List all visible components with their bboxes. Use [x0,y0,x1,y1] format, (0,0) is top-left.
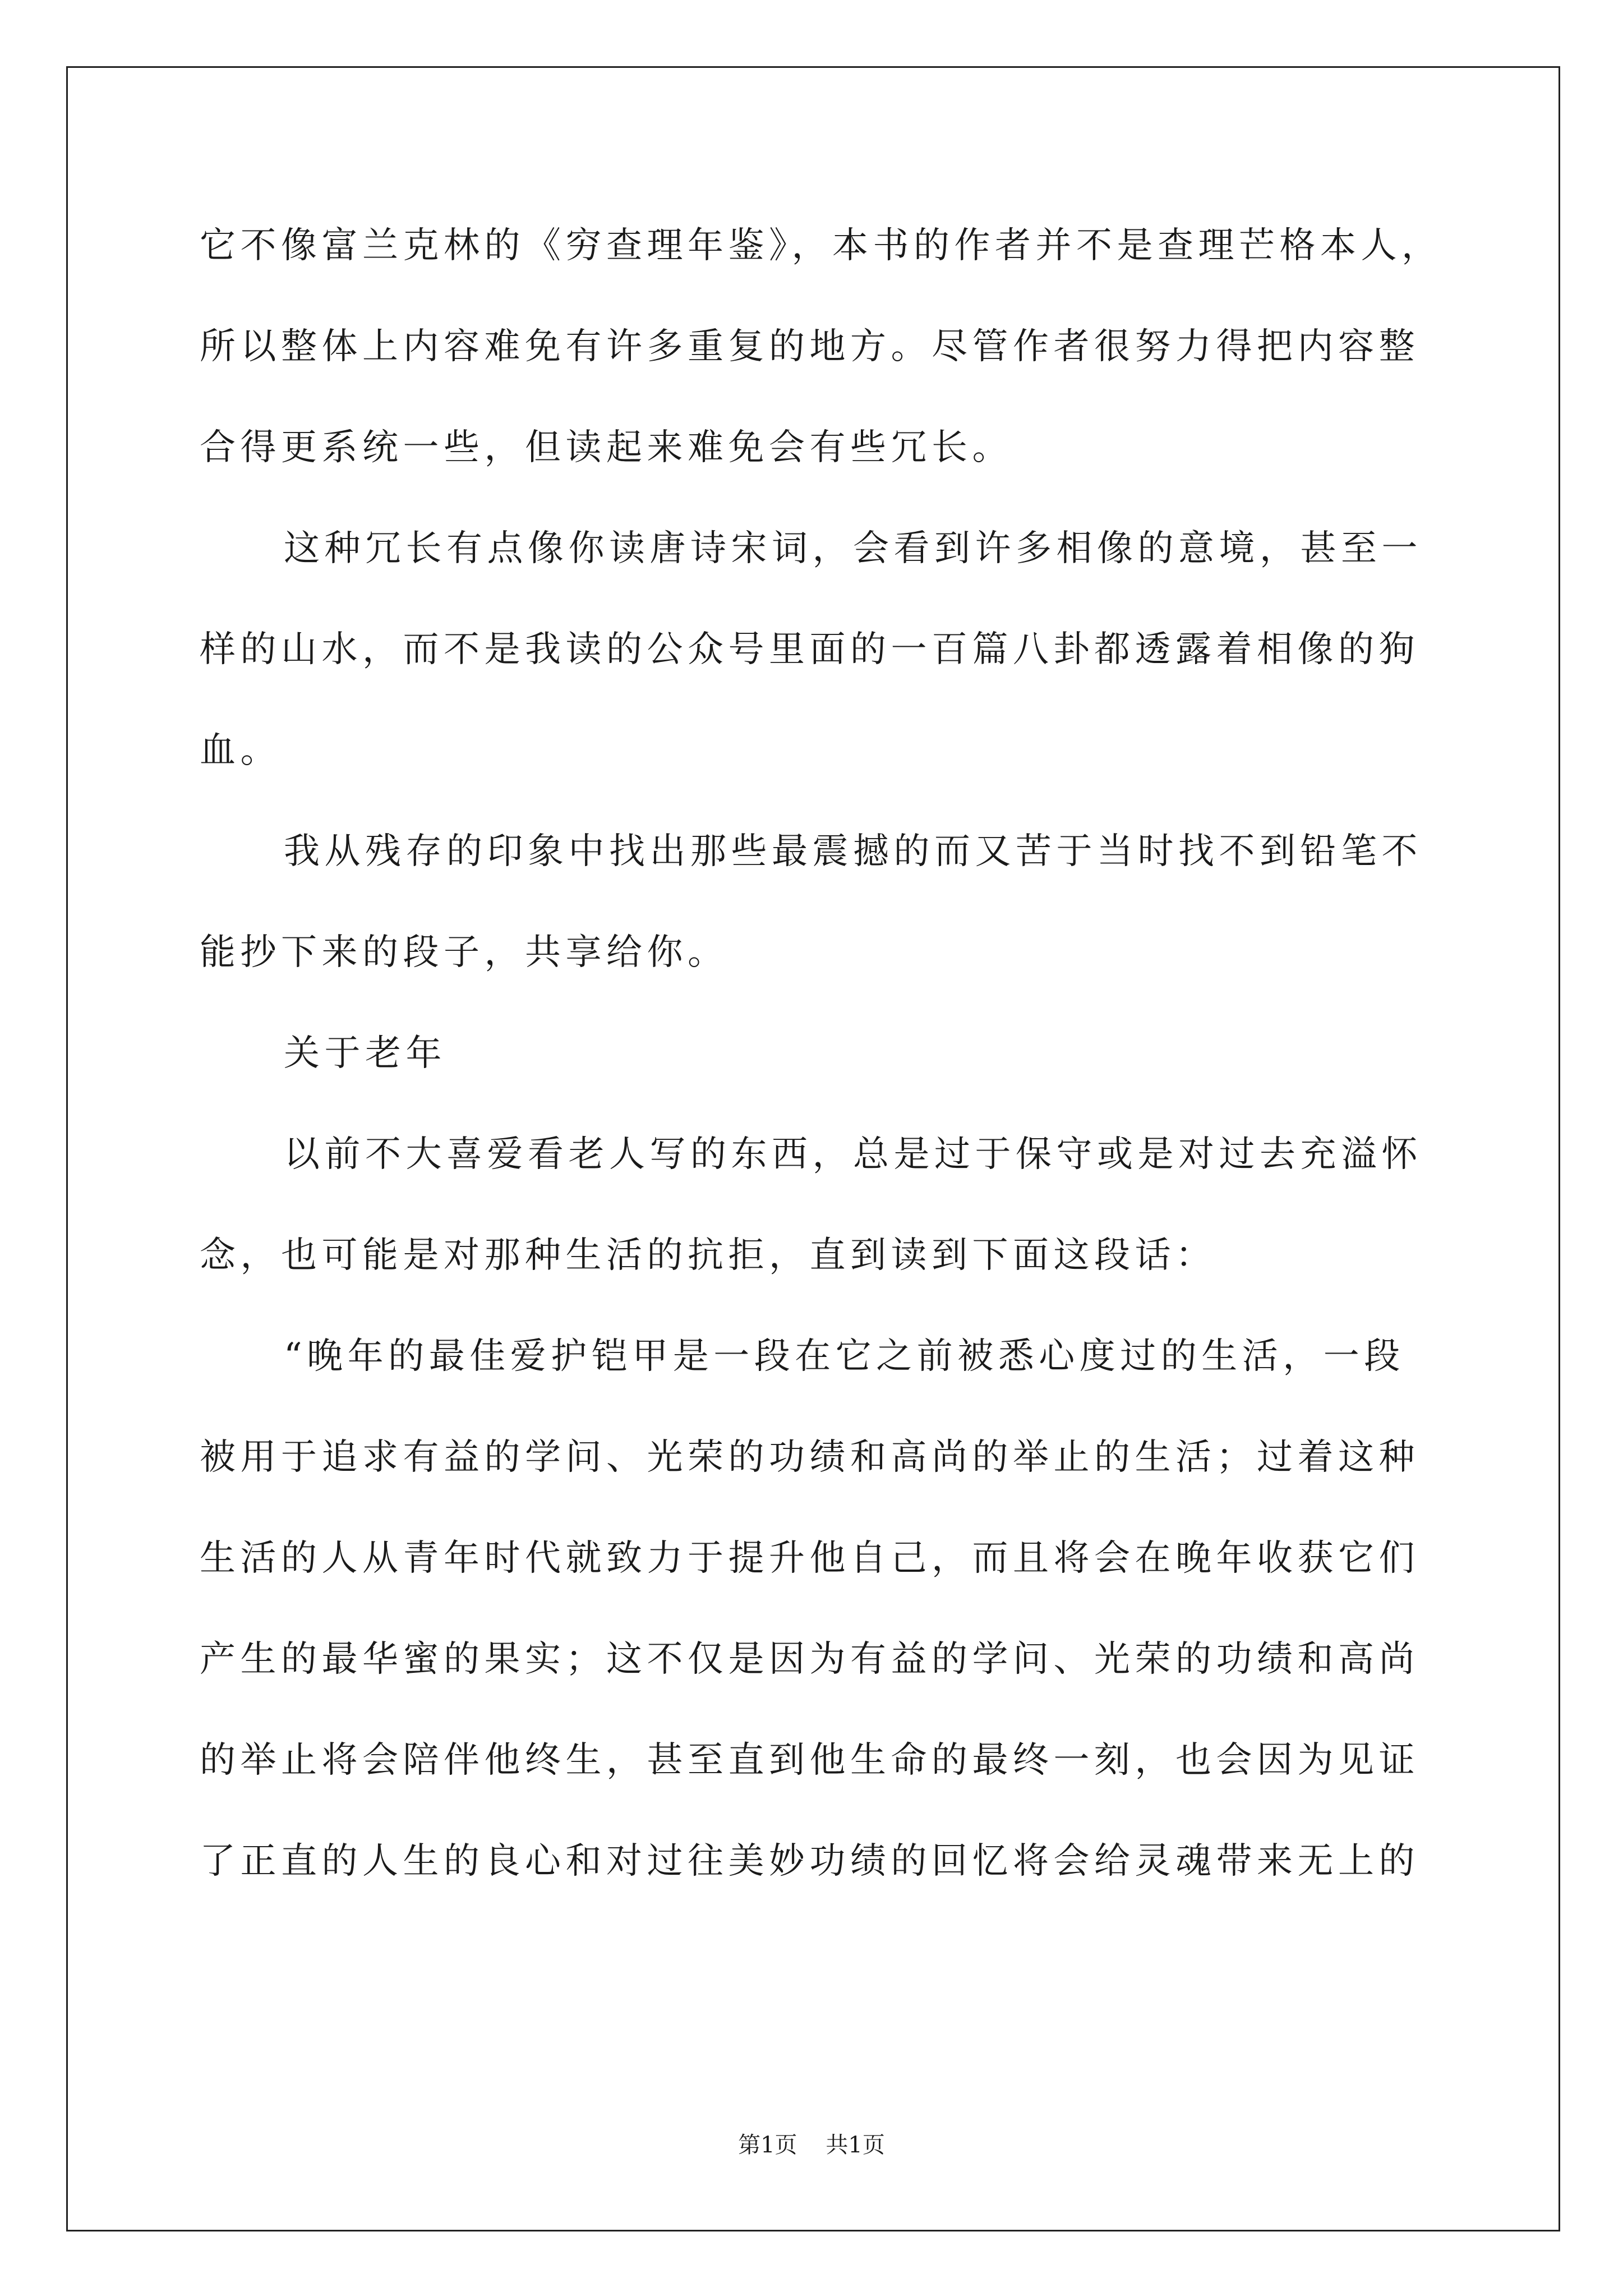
text-line: 念，也可能是对那种生活的抗拒，直到读到下面这段话： [200,1235,1216,1276]
text-line: 它不像富兰克林的《穷查理年鉴》，本书的作者并不是查理芒格本人， [200,225,1442,266]
text-line: 所以整体上内容难免有许多重复的地方。尽管作者很努力得把内容整 [200,326,1419,367]
text-line: 样的山水，而不是我读的公众号里面的一百篇八卦都透露着相像的狗 [200,629,1419,670]
text-line: 以前不大喜爱看老人写的东西，总是过于保守或是对过去充溢怀 [284,1134,1422,1175]
quote-line: 产生的最华蜜的果实；这不仅是因为有益的学问、光荣的功绩和高尚 [200,1639,1419,1680]
text-line: 这种冗长有点像你读唐诗宋词，会看到许多相像的意境，甚至一 [284,528,1422,569]
quote-line: 被用于追求有益的学问、光荣的功绩和高尚的举止的生活；过着这种 [200,1437,1419,1478]
quote-line: “晚年的最佳爱护铠甲是一段在它之前被悉心度过的生活，一段 [284,1336,1405,1377]
text-line: 合得更系统一些，但读起来难免会有些冗长。 [200,427,1013,468]
text-line: 我从残存的印象中找出那些最震撼的而又苦于当时找不到铅笔不 [284,831,1422,872]
text-line: 能抄下来的段子，共享给你。 [200,932,728,973]
page-total: 共1页 [826,2132,885,2158]
quote-line: 生活的人从青年时代就致力于提升他自己，而且将会在晚年收获它们 [200,1538,1419,1579]
text-line: 血。 [200,730,281,771]
section-heading: 关于老年 [284,1033,446,1074]
page-footer [0,2129,1623,2161]
page-number: 第1页 [738,2132,797,2158]
quote-line: 了正直的人生的良心和对过往美妙功绩的回忆将会给灵魂带来无上的 [200,1841,1419,1882]
quote-line: 的举止将会陪伴他终生，甚至直到他生命的最终一刻，也会因为见证 [200,1740,1419,1781]
